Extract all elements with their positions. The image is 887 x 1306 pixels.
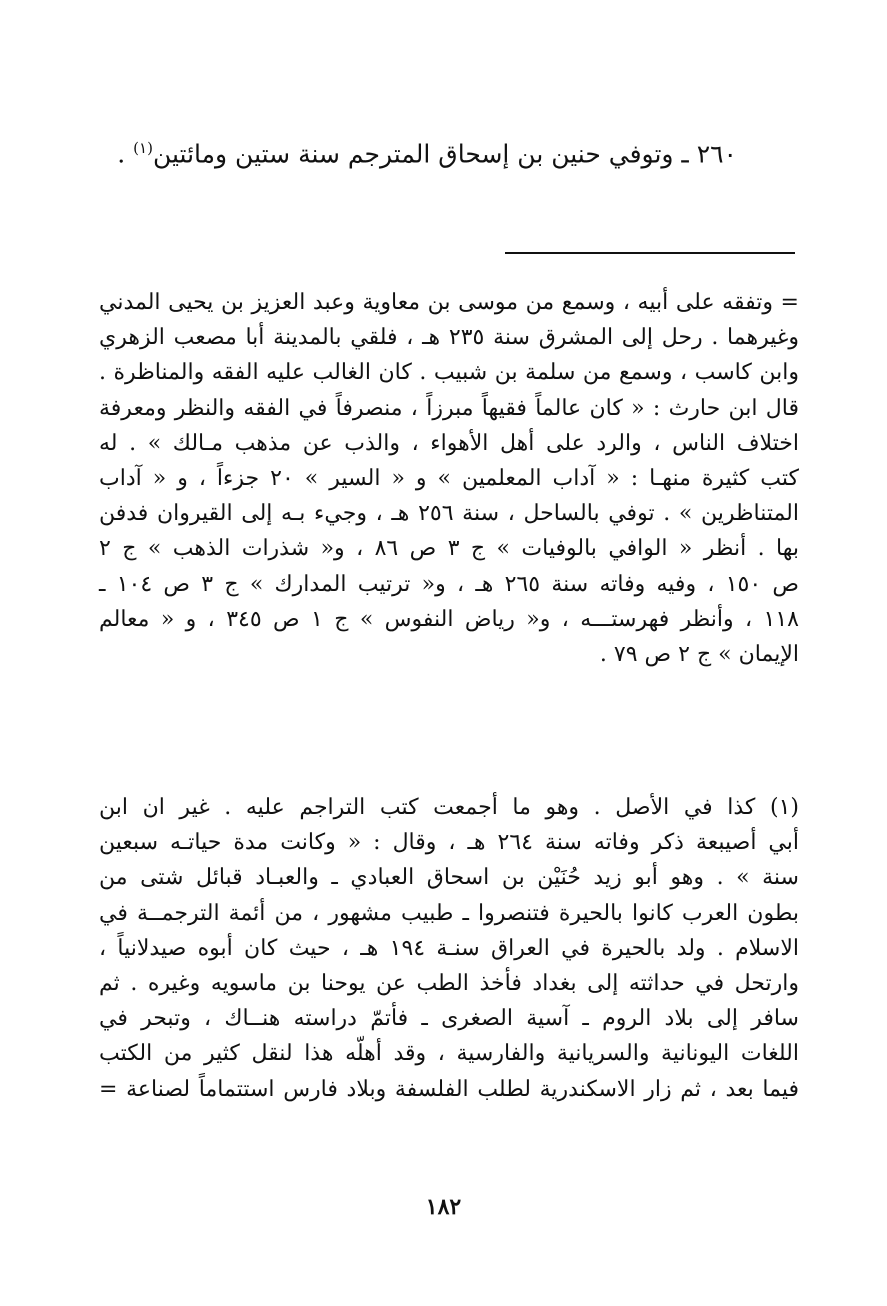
continued-footnote-line: ١١٨ ، وأنظر فهرستـــه ، و« رياض النفوس » ج ١ ص ٣٤٥ ، و « معالم	[99, 606, 799, 632]
footnote-line: (١) كذا في الأصل . وهو ما أجمعت كتب التراجم عليه . غير ان ابن	[99, 795, 799, 820]
continued-footnote	[99, 285, 799, 672]
continued-footnote-line: اختلاف الناس ، والرد على أهل الأهواء ، والذب عن مذهب مـالك » . له	[99, 430, 799, 456]
footnote-reference-marker: (١)	[133, 139, 153, 157]
footnote-line: اللغات اليونانية والسريانية والفارسية ، وقد أهلّه هذا لنقل كثير من الكتب	[99, 1041, 799, 1067]
footnote-1	[99, 790, 799, 1107]
footnote-line: وارتحل في حداثته إلى بغداد فأخذ الطب عن يوحنا بن ماسويه وغيره . ثم	[99, 971, 799, 997]
footnote-line: بطون العرب كانوا بالحيرة فتنصروا ـ طبيب مشهور ، من أئمة الترجمــة في	[99, 900, 799, 926]
footnote-separator-rule	[505, 252, 795, 254]
continued-footnote-line: بها . أنظر « الوافي بالوفيات » ج ٣ ص ٨٦ ، و« شذرات الذهب » ج ٢	[99, 536, 799, 562]
continued-footnote-line: وابن كاسب ، وسمع من سلمة بن شبيب . كان الغالب عليه الفقه والمناظرة .	[99, 360, 799, 386]
footnote-line: سنة » . وهو أبو زيد حُنَيْن بن اسحاق العبادي ـ والعبـاد قبائل شتى من	[99, 865, 799, 891]
entry-text: ٢٦٠ ـ وتوفي حنين بن إسحاق المترجم سنة ستين ومائتين	[152, 139, 737, 169]
page-number: ١٨٢	[425, 1194, 462, 1220]
entry-end: .	[117, 139, 134, 169]
continued-footnote-line: كتب كثيرة منهـا : « آداب المعلمين » و « السير » ٢٠ جزءاً ، و « آداب	[99, 466, 799, 492]
footnote-line: أبي أصيبعة ذكر وفاته سنة ٢٦٤ هـ ، وقال : « وكانت مدة حياتـه سبعين	[99, 830, 800, 856]
footnote-line: سافر إلى بلاد الروم ـ آسية الصغرى ـ فأتمّ دراسته هنــاك ، وتبحر في	[99, 1006, 799, 1032]
continued-footnote-line: = وتفقه على أبيه ، وسمع من موسى بن معاوية وعبد العزيز بن يحيى المدني	[99, 290, 799, 315]
footnote-line: الاسلام . ولد بالحيرة في العراق سنـة ١٩٤ هـ ، حيث كان أبوه صيدلانياً ،	[99, 935, 799, 961]
continued-footnote-line: ص ١٥٠ ، وفيه وفاته سنة ٢٦٥ هـ ، و« ترتيب المدارك » ج ٣ ص ١٠٤ ـ	[99, 571, 799, 597]
continued-footnote-line: المتناظرين » . توفي بالساحل ، سنة ٢٥٦ هـ ، وجيء بـه إلى القيروان فدفن	[99, 501, 799, 527]
entry-260	[117, 130, 737, 172]
continued-footnote-line: قال ابن حارث : « كان عالماً فقيهاً مبرزاً ، منصرفاً في الفقه والنظر ومعرفة	[99, 395, 799, 421]
continued-footnote-line: وغيرهما . رحل إلى المشرق سنة ٢٣٥ هـ ، فلقي بالمدينة أبا مصعب الزهري	[99, 325, 799, 351]
footnote-line: فيما بعد ، ثم زار الاسكندرية لطلب الفلسفة وبلاد فارس استتماماً لصناعة =	[99, 1076, 799, 1102]
continued-footnote-line: الإيمان » ج ٢ ص ٧٩ .	[599, 642, 799, 668]
